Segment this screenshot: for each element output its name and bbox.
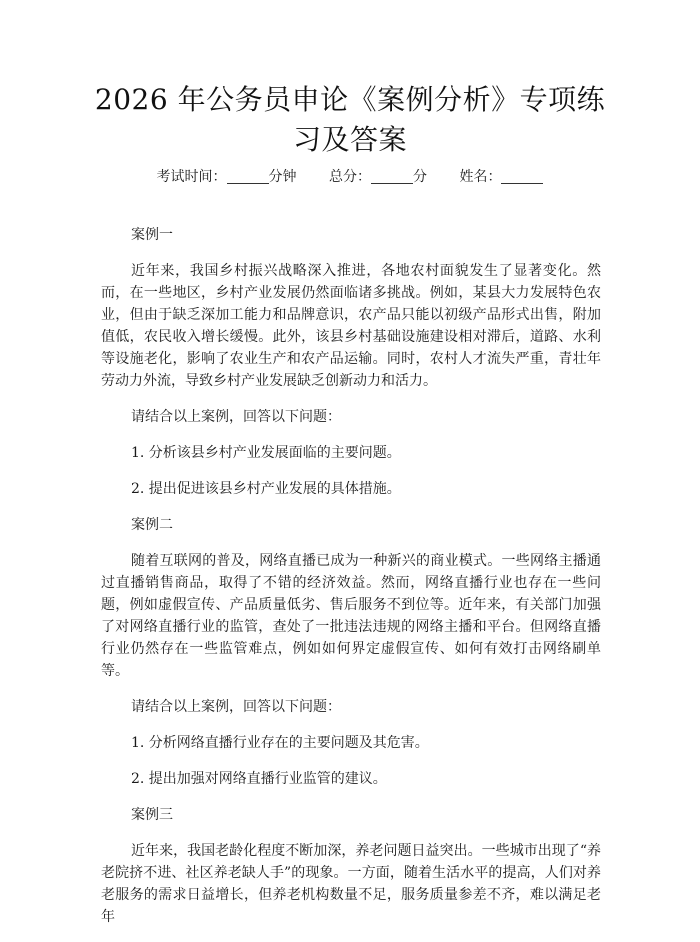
case-2-question-1: 1. 分析网络直播行业存在的主要问题及其危害。 — [131, 735, 429, 751]
document-title: 2026 年公务员申论《案例分析》专项练习及答案 — [94, 83, 606, 156]
exam-time-field — [157, 166, 297, 188]
case-1-paragraph: 近年来，我国乡村振兴战略深入推进，各地农村面貌发生了显著变化。然而，在一些地区，乡村产业发展仍然面临诸多挑战。例如，某县大力发展特色农业，但由于缺乏深加工能力和品牌意识，农产品只能以初级产品形式出售，附加值低，农民收入增长缓慢。此外，该县乡村基础设施建设相对滞后，道路、水利等设施老化，影响了农业生产和农产品运输。同时，农村人才流失严重，青壮年劳动力外流，导致乡村产业发展缺乏创新动力和活力。 — [101, 263, 601, 389]
case-2-prompt: 请结合以上案例，回答以下问题： — [131, 699, 341, 715]
exam-time-blank — [227, 169, 269, 184]
exam-info-line — [0, 166, 700, 188]
case-1-question-1: 1. 分析该县乡村产业发展面临的主要问题。 — [131, 445, 401, 461]
total-score-label: 总分： — [329, 169, 371, 185]
case-3-heading: 案例三 — [131, 807, 173, 823]
name-field — [459, 166, 543, 188]
name-label: 姓名： — [459, 169, 502, 185]
case-3-paragraph: 近年来，我国老龄化程度不断加深，养老问题日益突出。一些城市出现了“养老院挤不进、社区养老缺人手”的现象。一方面，随着生活水平的提高，人们对养老服务的需求日益增长，但养老机构数量不足，服务质量参差不齐，难以满足老年 — [101, 843, 601, 925]
exam-time-unit: 分钟 — [268, 169, 297, 185]
case-1-prompt: 请结合以上案例，回答以下问题： — [131, 409, 341, 425]
case-2-question-2: 2. 提出加强对网络直播行业监管的建议。 — [131, 771, 387, 787]
case-1-question-2: 2. 提出促进该县乡村产业发展的具体措施。 — [131, 481, 401, 497]
case-2-heading: 案例二 — [131, 517, 173, 533]
name-blank — [501, 169, 543, 184]
total-score-field — [329, 166, 427, 188]
total-score-blank — [371, 169, 413, 184]
case-1-heading: 案例一 — [131, 227, 173, 243]
case-2-paragraph: 随着互联网的普及，网络直播已成为一种新兴的商业模式。一些网络主播通过直播销售商品，取得了不错的经济效益。然而，网络直播行业也存在一些问题，例如虚假宣传、产品质量低劣、售后服务不到位等。近年来，有关部门加强了对网络直播行业的监管，查处了一批违法违规的网络主播和平台。但网络直播行业仍然存在一些监管难点，例如如何界定虚假宣传、如何有效打击网络刷单等。 — [101, 553, 601, 679]
total-score-unit: 分 — [413, 169, 427, 185]
exam-time-label: 考试时间： — [156, 169, 227, 185]
document-body — [101, 224, 601, 942]
